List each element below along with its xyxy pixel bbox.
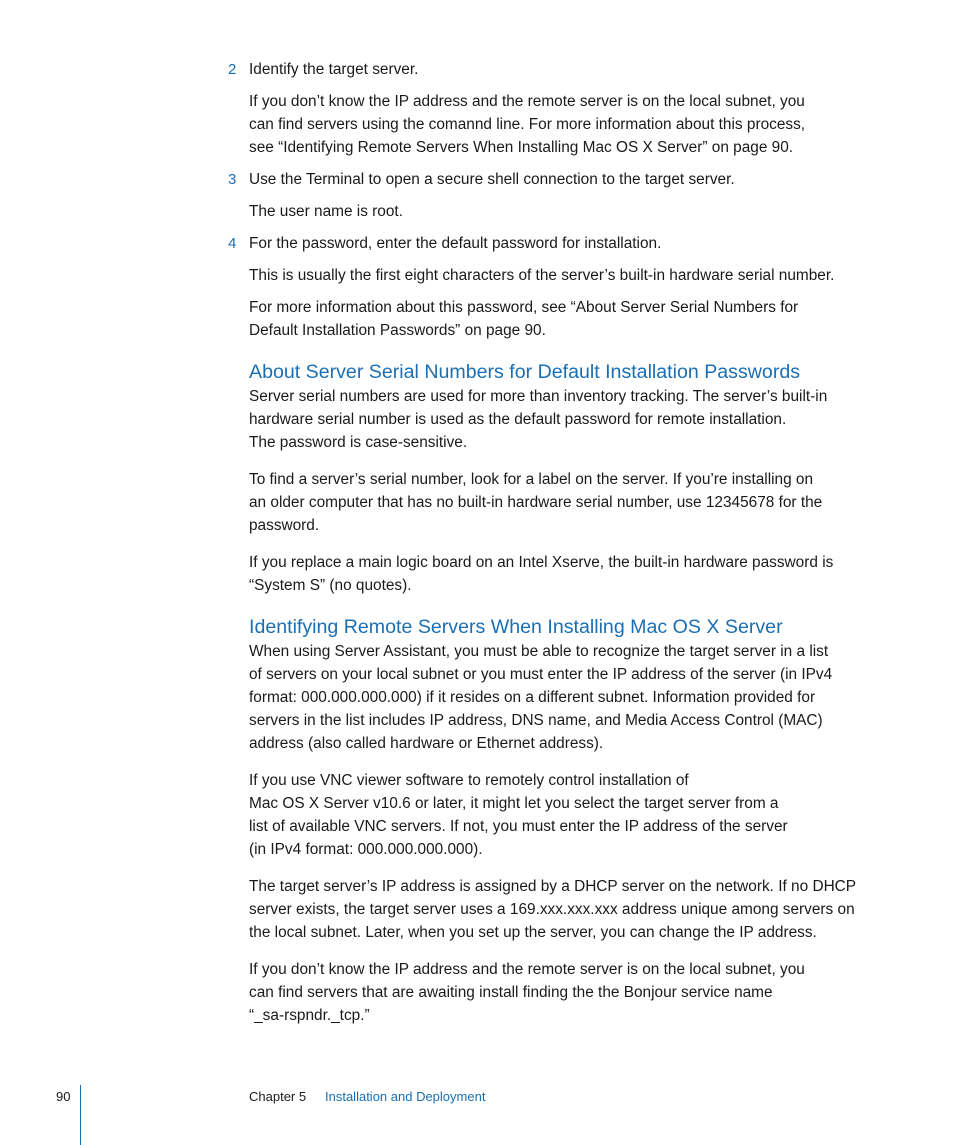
section-heading-identifying-servers: Identifying Remote Servers When Installing Mac OS X Server bbox=[249, 616, 783, 638]
step-number: 4 bbox=[228, 235, 237, 252]
step-number: 3 bbox=[228, 171, 237, 188]
step-3 bbox=[228, 168, 874, 191]
body-paragraph: Server serial numbers are used for more than inventory tracking. The server’s built-in hardware serial number is used as the default password for remote installation. The password is case-sensitive. bbox=[249, 388, 828, 451]
step-text: For the password, enter the default password for installation. bbox=[249, 235, 662, 252]
body-paragraph: If you don’t know the IP address and the remote server is on the local subnet, you can find servers that are awaiting install finding the the Bonjour service name “_sa-rspndr._tcp.” bbox=[249, 961, 805, 1024]
step-2-note: If you don’t know the IP address and the remote server is on the local subnet, you can find servers using the comannd line. For more information about this process, see “Identifying Remote Servers When Installing Mac OS X Server” on page 90. bbox=[249, 93, 806, 156]
body-paragraph: If you use VNC viewer software to remotely control installation of Mac OS X Server v10.6 or later, it might let you select the target server from a list of available VNC servers. If not, you must enter the IP address of the server (in IPv4 format: 000.000.000.000). bbox=[249, 772, 788, 858]
step-4 bbox=[228, 232, 874, 255]
body-paragraph: The target server’s IP address is assigned by a DHCP server on the network. If no DHCP server exists, the target server uses a 169.xxx.xxx.xxx address unique among servers on the local subnet. Later, when you set up the server, you can change the IP address. bbox=[249, 878, 857, 941]
step-4-more-info: For more information about this password, see “About Server Serial Numbers for Default Installation Passwords” on page 90. bbox=[249, 299, 799, 339]
section-heading-serial-numbers: About Server Serial Numbers for Default Installation Passwords bbox=[249, 361, 801, 383]
page-number: 90 bbox=[56, 1089, 71, 1104]
step-2 bbox=[228, 58, 874, 81]
footer-divider bbox=[80, 1085, 81, 1145]
body-paragraph: If you replace a main logic board on an Intel Xserve, the built-in hardware password is “System S” (no quotes). bbox=[249, 554, 834, 594]
step-3-note: The user name is root. bbox=[249, 203, 403, 220]
page-footer bbox=[0, 1085, 954, 1145]
chapter-title: Installation and Deployment bbox=[325, 1089, 486, 1104]
step-text: Identify the target server. bbox=[249, 61, 419, 78]
step-text: Use the Terminal to open a secure shell connection to the target server. bbox=[249, 171, 735, 188]
step-number: 2 bbox=[228, 61, 237, 78]
chapter-label: Chapter 5 bbox=[249, 1089, 307, 1104]
body-paragraph: To find a server’s serial number, look for a label on the server. If you’re installing on an older computer that has no built-in hardware serial number, use 12345678 for the password. bbox=[249, 471, 823, 534]
page-content bbox=[228, 58, 874, 1027]
step-4-note: This is usually the first eight characters of the server’s built-in hardware serial number. bbox=[249, 267, 835, 284]
body-paragraph: When using Server Assistant, you must be able to recognize the target server in a list of servers on your local subnet or you must enter the IP address of the server (in IPv4 format: 000.000.000.000) if it resides on a different subnet. Information provided for servers in the list includes IP address, DNS name, and Media Access Control (MAC) address (also called hardware or Ethernet address). bbox=[249, 643, 833, 752]
